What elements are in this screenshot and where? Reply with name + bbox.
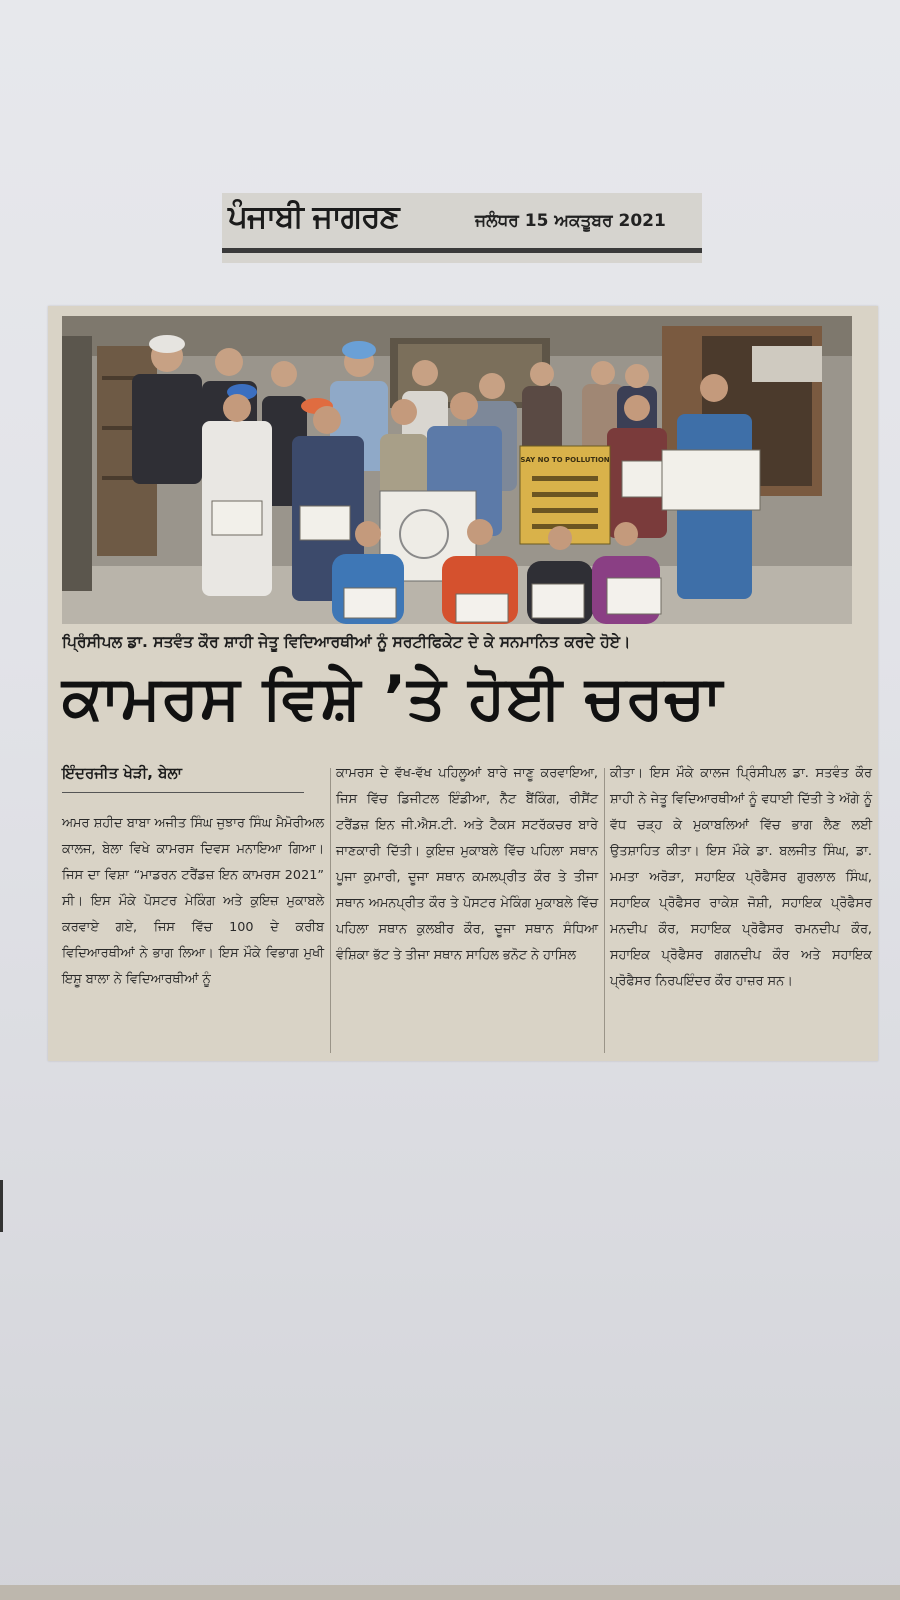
column-divider: [604, 768, 605, 1053]
table-surface: [0, 1585, 900, 1600]
page-edge-mark: [0, 1180, 3, 1232]
newspaper-clipping: [48, 306, 878, 1061]
dateline: ਜਲੰਧਰ 15 ਅਕਤੂਬਰ 2021: [475, 211, 666, 231]
article-column-3: ਕੀਤਾ। ਇਸ ਮੌਕੇ ਕਾਲਜ ਪ੍ਰਿੰਸੀਪਲ ਡਾ. ਸਤਵੰਤ ਕੌਰ ਸ਼ਾਹੀ ਨੇ ਜੇਤੂ ਵਿਦਿਆਰਥੀਆਂ ਨੂੰ ਵਧਾਈ ਦਿੱਤੀ ਤੇ ਅੱਗੇ ਨੂੰ ਵੱਧ ਚੜ੍ਹ ਕੇ ਮੁਕਾਬਲਿਆਂ ਵਿੱਚ ਭਾਗ ਲੈਣ ਲਈ ਉਤਸ਼ਾਹਿਤ ਕੀਤਾ। ਇਸ ਮੌਕੇ ਡਾ. ਬਲਜੀਤ ਸਿੰਘ, ਡਾ. ਮਮਤਾ ਅਰੋੜਾ, ਸਹਾਇਕ ਪ੍ਰੋਫੈਸਰ ਗੁਰਲਾਲ ਸਿੰਘ, ਸਹਾਇਕ ਪ੍ਰੋਫੈਸਰ ਰਾਕੇਸ਼ ਜੋਸ਼ੀ, ਸਹਾਇਕ ਪ੍ਰੋਫੈਸਰ ਮਨਦੀਪ ਕੌਰ, ਸਹਾਇਕ ਪ੍ਰੋਫੈਸਰ ਰਮਨਦੀਪ ਕੌਰ, ਸਹਾਇਕ ਪ੍ਰੋਫੈਸਰ ਗਗਨਦੀਪ ਕੌਰ ਅਤੇ ਸਹਾਇਕ ਪ੍ਰੋਫੈਸਰ ਨਿਰਪਇੰਦਰ ਕੌਰ ਹਾਜ਼ਰ ਸਨ।: [610, 766, 872, 989]
group-photo: [62, 316, 852, 624]
poster-text: SAY NO TO POLLUTION: [520, 456, 610, 464]
byline: ਇੰਦਰਜੀਤ ਖੇੜੀ, ਬੇਲਾ: [62, 764, 304, 793]
column-divider: [330, 768, 331, 1053]
group-photo-illustration: [62, 316, 852, 624]
article-column-1: ਅਮਰ ਸ਼ਹੀਦ ਬਾਬਾ ਅਜੀਤ ਸਿੰਘ ਜੁਝਾਰ ਸਿੰਘ ਮੈਮੋਰੀਅਲ ਕਾਲਜ, ਬੇਲਾ ਵਿਖੇ ਕਾਮਰਸ ਦਿਵਸ ਮਨਾਇਆ ਗਿਆ। ਜਿਸ ਦਾ ਵਿਸ਼ਾ “ਮਾਡਰਨ ਟਰੈਂਡਜ਼ ਇਨ ਕਾਮਰਸ 2021” ਸੀ। ਇਸ ਮੌਕੇ ਪੋਸਟਰ ਮੇਕਿੰਗ ਅਤੇ ਕੁਇਜ਼ ਮੁਕਾਬਲੇ ਕਰਵਾਏ ਗਏ, ਜਿਸ ਵਿੱਚ 100 ਦੇ ਕਰੀਬ ਵਿਦਿਆਰਥੀਆਂ ਨੇ ਭਾਗ ਲਿਆ। ਇਸ ਮੌਕੇ ਵਿਭਾਗ ਮੁਖੀ ਇਸ਼ੂ ਬਾਲਾ ਨੇ ਵਿਦਿਆਰਥੀਆਂ ਨੂੰ: [62, 816, 324, 987]
headline: ਕਾਮਰਸ ਵਿਸ਼ੇ ’ਤੇ ਹੋਈ ਚਰਚਾ: [62, 663, 724, 733]
article-column-2: ਕਾਮਰਸ ਦੇ ਵੱਖ-ਵੱਖ ਪਹਿਲੂਆਂ ਬਾਰੇ ਜਾਣੂ ਕਰਵਾਇਆ, ਜਿਸ ਵਿੱਚ ਡਿਜੀਟਲ ਇੰਡੀਆ, ਨੈੱਟ ਬੈਂਕਿੰਗ, ਰੀਸੈਂਟ ਟਰੈਂਡਜ਼ ਇਨ ਜੀ.ਐਸ.ਟੀ. ਅਤੇ ਟੈਕਸ ਸਟਰੱਕਚਰ ਬਾਰੇ ਜਾਣਕਾਰੀ ਦਿੱਤੀ। ਕੁਇਜ਼ ਮੁਕਾਬਲੇ ਵਿੱਚ ਪਹਿਲਾ ਸਥਾਨ ਪੂਜਾ ਕੁਮਾਰੀ, ਦੂਜਾ ਸਥਾਨ ਕਮਲਪ੍ਰੀਤ ਕੌਰ ਤੇ ਤੀਜਾ ਸਥਾਨ ਅਮਨਪ੍ਰੀਤ ਕੌਰ ਤੇ ਪੋਸਟਰ ਮੇਕਿੰਗ ਮੁਕਾਬਲੇ ਵਿੱਚ ਪਹਿਲਾ ਸਥਾਨ ਕੁਲਬੀਰ ਕੌਰ, ਦੂਜਾ ਸਥਾਨ ਸੰਧਿਆ ਵੰਸ਼ਿਕਾ ਭੱਟ ਤੇ ਤੀਜਾ ਸਥਾਨ ਸਾਹਿਲ ਭਨੋਟ ਨੇ ਹਾਸਿਲ: [336, 766, 598, 963]
newspaper-logo: ਪੰਜਾਬੀ ਜਾਗਰਣ: [228, 199, 399, 235]
newspaper-masthead: [222, 193, 702, 263]
photo-caption: ਪ੍ਰਿੰਸੀਪਲ ਡਾ. ਸਤਵੰਤ ਕੌਰ ਸ਼ਾਹੀ ਜੇਤੂ ਵਿਦਿਆਰਥੀਆਂ ਨੂੰ ਸਰਟੀਫਿਕੇਟ ਦੇ ਕੇ ਸਨਮਾਨਿਤ ਕਰਦੇ ਹੋਏ।: [62, 633, 631, 651]
masthead-rule: [222, 248, 702, 253]
